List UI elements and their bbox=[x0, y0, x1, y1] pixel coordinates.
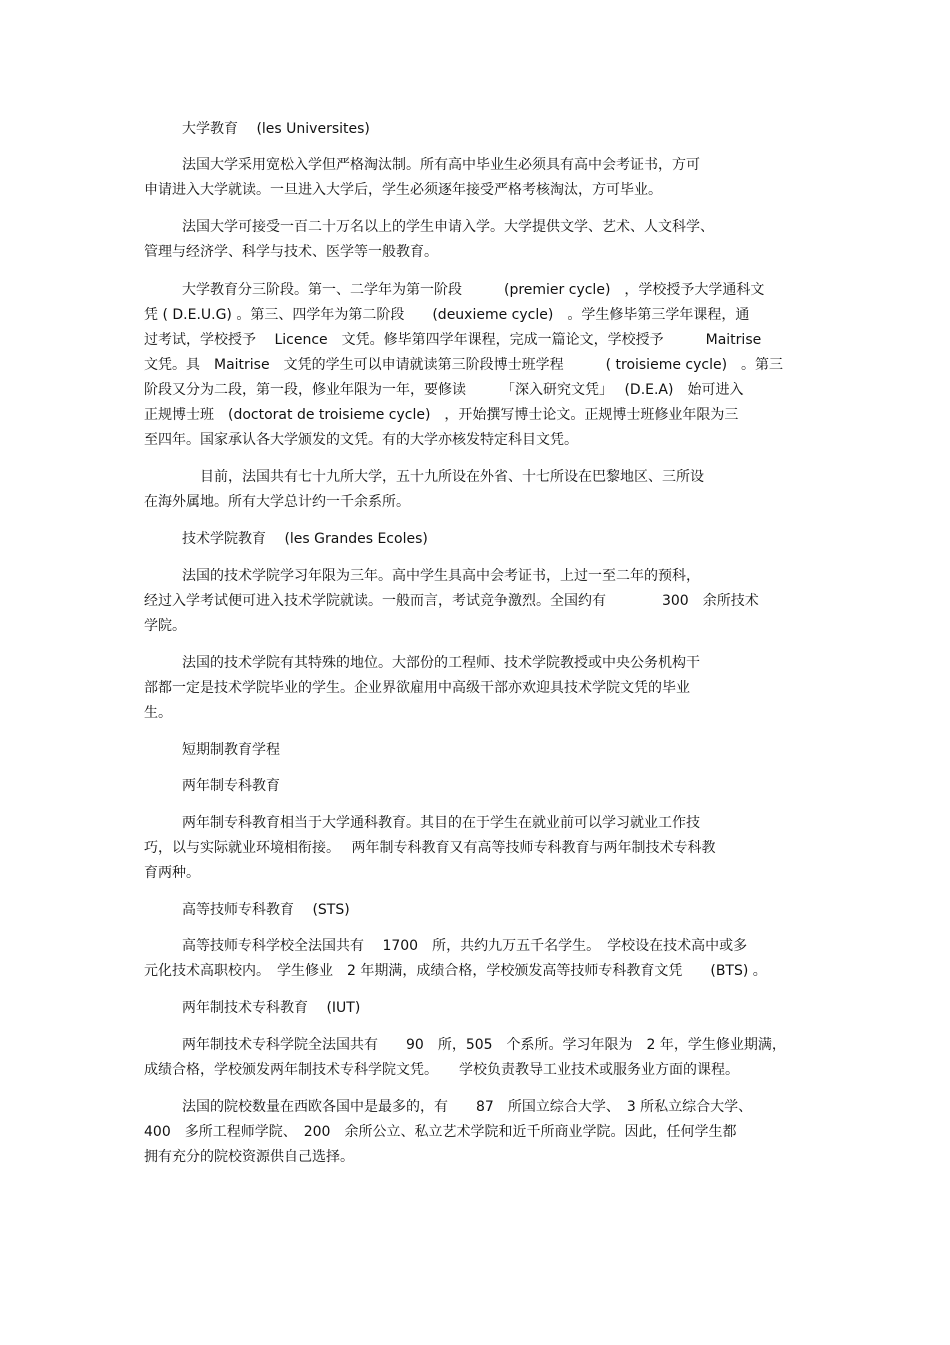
paragraph-line: 生。 bbox=[144, 705, 172, 721]
paragraph-line: 法国的院校数量在西欧各国中是最多的，有 87 所国立综合大学、 3 所私立综合大学、 bbox=[182, 1099, 753, 1115]
paragraph-line: 法国大学采用宽松入学但严格淘汰制。所有高中毕业生必须具有高中会考证书，方可 bbox=[182, 157, 700, 173]
paragraph-line: 法国大学可接受一百二十万名以上的学生申请入学。大学提供文学、艺术、人文科学、 bbox=[182, 219, 714, 235]
paragraph-line: 过考试，学校授予 Licence 文凭。修毕第四学年课程，完成一篇论文，学校授予 Maitrise bbox=[144, 332, 762, 348]
paragraph-line: 学院。 bbox=[144, 618, 186, 634]
section-heading: 大学教育 (les Universites) bbox=[182, 121, 370, 137]
paragraph-line: 400 多所工程师学院、 200 余所公立、私立艺术学院和近千所商业学院。因此，任何学生都 bbox=[144, 1124, 737, 1140]
paragraph-line: 管理与经济学、科学与技术、医学等一般教育。 bbox=[144, 244, 438, 260]
paragraph-line: 阶段又分为二段，第一段，修业年限为一年，要修读 「深入研究文凭」 (D.E.A) 始可进入 bbox=[144, 382, 744, 398]
paragraph-line: 两年制专科教育相当于大学通科教育。其目的在于学生在就业前可以学习就业工作技 bbox=[182, 815, 700, 831]
section-heading: 两年制技术专科教育 (IUT) bbox=[182, 1000, 361, 1016]
paragraph-line: 文凭。具 Maitrise 文凭的学生可以申请就读第三阶段博士班学程 ( troisieme cycle) 。第三 bbox=[144, 357, 784, 373]
paragraph-line: 大学教育分三阶段。第一、二学年为第一阶段 (premier cycle) ，学校授予大学通科文 bbox=[182, 282, 765, 298]
paragraph-line: 在海外属地。所有大学总计约一千余系所。 bbox=[144, 494, 410, 510]
paragraph-line: 拥有充分的院校资源供自己选择。 bbox=[144, 1149, 354, 1165]
paragraph-line: 法国的技术学院有其特殊的地位。大部份的工程师、技术学院教授或中央公务机构干 bbox=[182, 655, 700, 671]
paragraph-line: 正规博士班 (doctorat de troisieme cycle) ，开始撰写博士论文。正规博士班修业年限为三 bbox=[144, 407, 739, 423]
paragraph-line: 元化技术高职校内。 学生修业 2 年期满，成绩合格，学校颁发高等技师专科教育文凭 (BTS) 。 bbox=[144, 963, 767, 979]
paragraph-line: 凭 ( D.E.U.G) 。第三、四学年为第二阶段 (deuxieme cycle) 。学生修毕第三学年课程，通 bbox=[144, 307, 750, 323]
paragraph-line: 申请进入大学就读。一旦进入大学后，学生必须逐年接受严格考核淘汰，方可毕业。 bbox=[144, 182, 662, 198]
section-heading: 技术学院教育 (les Grandes Ecoles) bbox=[182, 531, 428, 547]
paragraph-line: 育两种。 bbox=[144, 865, 200, 881]
section-heading: 短期制教育学程 bbox=[182, 742, 280, 758]
paragraph-line: 目前，法国共有七十九所大学，五十九所设在外省、十七所设在巴黎地区、三所设 bbox=[200, 469, 704, 485]
paragraph-line: 法国的技术学院学习年限为三年。高中学生具高中会考证书，上过一至二年的预科， bbox=[182, 568, 700, 584]
paragraph-line: 高等技师专科学校全法国共有 1700 所，共约九万五千名学生。 学校设在技术高中或多 bbox=[182, 938, 748, 954]
paragraph-line: 成绩合格，学校颁发两年制技术专科学院文凭。 学校负责教导工业技术或服务业方面的课程。 bbox=[144, 1062, 739, 1078]
paragraph-line: 两年制技术专科学院全法国共有 90 所，505 个系所。学习年限为 2 年，学生修业期满， bbox=[182, 1037, 786, 1053]
section-heading: 高等技师专科教育 (STS) bbox=[182, 902, 350, 918]
paragraph-line: 部都一定是技术学院毕业的学生。企业界欲雇用中高级干部亦欢迎具技术学院文凭的毕业 bbox=[144, 680, 690, 696]
paragraph-line: 经过入学考试便可进入技术学院就读。一般而言，考试竞争激烈。全国约有 300 余所技术 bbox=[144, 593, 759, 609]
paragraph-line: 至四年。国家承认各大学颁发的文凭。有的大学亦核发特定科目文凭。 bbox=[144, 432, 578, 448]
section-heading: 两年制专科教育 bbox=[182, 778, 280, 794]
paragraph-line: 巧，以与实际就业环境相衔接。 两年制专科教育又有高等技师专科教育与两年制技术专科教 bbox=[144, 840, 716, 856]
